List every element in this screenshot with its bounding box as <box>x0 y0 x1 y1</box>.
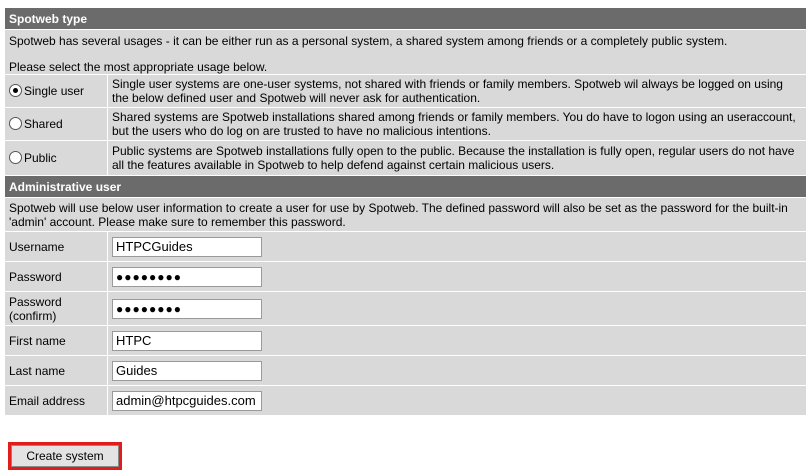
first-name-input[interactable] <box>112 331 262 351</box>
spotweb-type-section <box>5 8 806 416</box>
first-name-label: First name <box>5 326 108 356</box>
radio-single-user-label: Single user <box>24 84 85 98</box>
radio-shared-label: Shared <box>24 117 63 131</box>
spotweb-type-intro-line1: Spotweb has several usages - it can be either run as a personal system, a shared system among friends or a completely public system. <box>9 34 728 48</box>
radio-public-label: Public <box>24 151 57 165</box>
public-description: Public systems are Spotweb installations fully open to the public. Because the installation is fully open, regular users do not have all the features available in Spotweb to help defend against certain malicious users. <box>108 141 806 176</box>
admin-user-header: Administrative user <box>5 176 806 198</box>
password-input[interactable] <box>112 267 262 287</box>
radio-single-user[interactable] <box>5 75 108 108</box>
radio-checked-icon[interactable] <box>9 84 22 97</box>
password-label: Password <box>5 262 108 292</box>
spotweb-type-intro-line2: Please select the most appropriate usage below. <box>9 60 268 74</box>
setup-form <box>5 8 806 416</box>
last-name-cell <box>108 356 806 386</box>
radio-shared[interactable] <box>5 108 108 141</box>
spotweb-type-header: Spotweb type <box>5 8 806 30</box>
last-name-label: Last name <box>5 356 108 386</box>
radio-public[interactable] <box>5 141 108 176</box>
email-label: Email address <box>5 386 108 416</box>
password-confirm-input[interactable] <box>112 299 262 319</box>
last-name-input[interactable] <box>112 361 262 381</box>
username-input[interactable] <box>112 237 262 257</box>
spotweb-type-intro <box>5 30 806 75</box>
password-confirm-cell <box>108 292 806 326</box>
email-input[interactable] <box>112 391 262 411</box>
admin-user-intro: Spotweb will use below user information to create a user for use by Spotweb. The defined password will also be set as the password for the built-in 'admin' account. Please make sure to remember this password. <box>5 198 806 232</box>
password-confirm-label: Password (confirm) <box>5 292 108 326</box>
create-system-button[interactable]: Create system <box>11 445 119 467</box>
username-cell <box>108 232 806 262</box>
shared-description: Shared systems are Spotweb installations shared among friends or family members. You do have to logon using an useraccount, but the users who do log on are trusted to have no malicious intentions. <box>108 108 806 141</box>
radio-unchecked-icon[interactable] <box>9 151 22 164</box>
email-cell <box>108 386 806 416</box>
create-system-highlight <box>8 442 122 470</box>
first-name-cell <box>108 326 806 356</box>
radio-unchecked-icon[interactable] <box>9 117 22 130</box>
single-user-description: Single user systems are one-user systems, not shared with friends or family members. Spotweb wil always be logged on using the below defined user and Spotweb will never ask for authentication. <box>108 75 806 108</box>
password-cell <box>108 262 806 292</box>
username-label: Username <box>5 232 108 262</box>
